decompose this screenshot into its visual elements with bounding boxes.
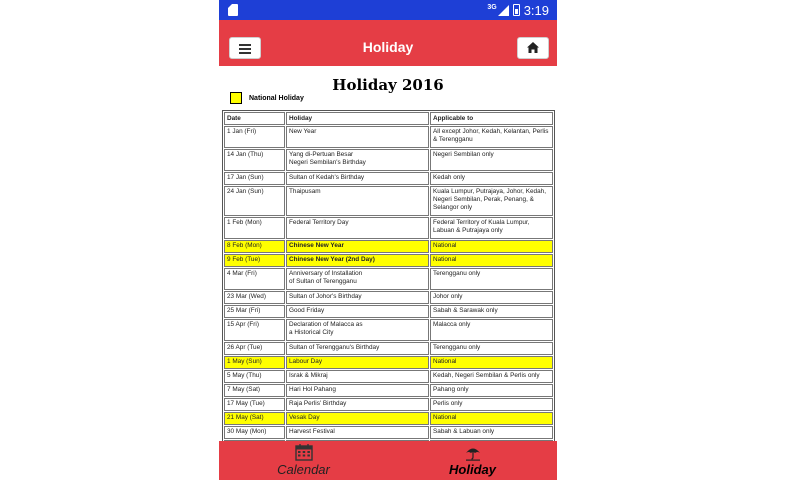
cell-applicable bbox=[430, 319, 553, 341]
cell-applicable bbox=[430, 254, 553, 267]
network-type: 3G bbox=[487, 3, 497, 11]
cell-applicable bbox=[430, 240, 553, 253]
table-row bbox=[224, 426, 553, 439]
cell-holiday bbox=[286, 126, 429, 148]
table-row bbox=[224, 172, 553, 185]
cell-applicable bbox=[430, 305, 553, 318]
cell-applicable bbox=[430, 172, 553, 185]
tab-holiday-label: Holiday bbox=[449, 462, 496, 477]
cell-date: 21 May (Sat) bbox=[224, 412, 285, 425]
table-row bbox=[224, 291, 553, 304]
header-date: Date bbox=[224, 112, 285, 125]
cell-holiday bbox=[286, 305, 429, 318]
cell-applicable bbox=[430, 356, 553, 369]
cell-date: 30 May (Mon) bbox=[224, 426, 285, 439]
cell-applicable-line: Pahang only bbox=[433, 386, 469, 393]
home-icon bbox=[518, 38, 548, 58]
cell-holiday-line: of Sultan of Terengganu bbox=[289, 278, 357, 285]
cell-holiday bbox=[286, 217, 429, 239]
table-header-row bbox=[224, 112, 553, 125]
cell-holiday-line: Federal Territory Day bbox=[289, 219, 349, 226]
national-holiday-swatch bbox=[230, 92, 242, 104]
table-row bbox=[224, 149, 553, 171]
legend-label: National Holiday bbox=[249, 95, 304, 102]
cell-date: 17 May (Tue) bbox=[224, 398, 285, 411]
cell-holiday bbox=[286, 384, 429, 397]
cell-applicable bbox=[430, 217, 553, 239]
cell-date: 4 Mar (Fri) bbox=[224, 268, 285, 290]
calendar-icon bbox=[295, 444, 313, 461]
cell-holiday bbox=[286, 186, 429, 216]
home-button[interactable] bbox=[517, 37, 549, 59]
holiday-table bbox=[222, 110, 555, 469]
cell-holiday bbox=[286, 240, 429, 253]
cell-holiday bbox=[286, 356, 429, 369]
cell-applicable-line: Kuala Lumpur, Putrajaya, Johor, Kedah, bbox=[433, 188, 546, 195]
cell-applicable bbox=[430, 412, 553, 425]
cell-applicable-line: National bbox=[433, 414, 457, 421]
cell-holiday bbox=[286, 172, 429, 185]
cell-holiday bbox=[286, 319, 429, 341]
cell-applicable-line: National bbox=[433, 242, 457, 249]
table-row bbox=[224, 356, 553, 369]
cell-date: 23 Mar (Wed) bbox=[224, 291, 285, 304]
table-row bbox=[224, 370, 553, 383]
cell-applicable bbox=[430, 398, 553, 411]
cell-applicable-line: Kedah, Negeri Sembilan & Perlis only bbox=[433, 372, 540, 379]
cell-holiday-line: Sultan of Terengganu's Birthday bbox=[289, 344, 380, 351]
cell-date: 26 Apr (Tue) bbox=[224, 342, 285, 355]
cell-applicable-line: Kedah only bbox=[433, 174, 465, 181]
cell-applicable-line: & Terengganu bbox=[433, 136, 473, 143]
cell-applicable-line: Selangor only bbox=[433, 204, 473, 211]
table-row bbox=[224, 126, 553, 148]
table-row bbox=[224, 186, 553, 216]
cell-date: 15 Apr (Fri) bbox=[224, 319, 285, 341]
cell-applicable-line: All except Johor, Kedah, Kelantan, Perlis bbox=[433, 128, 549, 135]
cell-holiday bbox=[286, 268, 429, 290]
cell-holiday bbox=[286, 342, 429, 355]
cell-applicable bbox=[430, 126, 553, 148]
header-holiday: Holiday bbox=[286, 112, 429, 125]
cell-applicable-line: Labuan & Putrajaya only bbox=[433, 227, 503, 234]
cell-holiday bbox=[286, 291, 429, 304]
table-row bbox=[224, 254, 553, 267]
cell-applicable bbox=[430, 384, 553, 397]
signal-icon bbox=[498, 5, 509, 16]
cell-applicable-line: Sabah & Sarawak only bbox=[433, 307, 498, 314]
table-row bbox=[224, 398, 553, 411]
table-row bbox=[224, 240, 553, 253]
cell-applicable-line: Negeri Sembilan, Perak, Penang, & bbox=[433, 196, 534, 203]
cell-applicable-line: Sabah & Labuan only bbox=[433, 428, 495, 435]
cell-holiday-line: Good Friday bbox=[289, 307, 325, 314]
cell-holiday-line: Vesak Day bbox=[289, 414, 320, 421]
cell-date: 1 Jan (Fri) bbox=[224, 126, 285, 148]
cell-applicable-line: Terengganu only bbox=[433, 270, 481, 277]
cell-holiday-line: Harvest Festival bbox=[289, 428, 335, 435]
cell-holiday-line: Chinese New Year (2nd Day) bbox=[289, 256, 375, 263]
cell-date: 8 Feb (Mon) bbox=[224, 240, 285, 253]
cell-holiday bbox=[286, 254, 429, 267]
cell-holiday bbox=[286, 426, 429, 439]
table-row bbox=[224, 412, 553, 425]
cell-holiday bbox=[286, 398, 429, 411]
cell-holiday-line: Thaipusam bbox=[289, 188, 321, 195]
cell-date: 1 Feb (Mon) bbox=[224, 217, 285, 239]
cell-holiday-line: Israk & Mikraj bbox=[289, 372, 328, 379]
cell-applicable bbox=[430, 149, 553, 171]
cell-date: 7 May (Sat) bbox=[224, 384, 285, 397]
battery-icon bbox=[513, 4, 520, 16]
cell-holiday-line: Declaration of Malacca as bbox=[289, 321, 363, 328]
table-row bbox=[224, 305, 553, 318]
cell-date: 25 Mar (Fri) bbox=[224, 305, 285, 318]
document-title: Holiday 2016 bbox=[332, 76, 444, 94]
cell-date: 1 May (Sun) bbox=[224, 356, 285, 369]
cell-holiday-line: Raja Perlis' Birthday bbox=[289, 400, 347, 407]
cell-applicable bbox=[430, 370, 553, 383]
bottom-navigation bbox=[219, 441, 557, 480]
cell-holiday-line: Sultan of Johor's Birthday bbox=[289, 293, 362, 300]
cell-applicable-line: National bbox=[433, 358, 457, 365]
cell-applicable-line: Malacca only bbox=[433, 321, 471, 328]
cell-holiday bbox=[286, 370, 429, 383]
cell-applicable-line: Negeri Sembilan only bbox=[433, 151, 494, 158]
cell-date: 24 Jan (Sun) bbox=[224, 186, 285, 216]
cell-applicable bbox=[430, 426, 553, 439]
umbrella-icon bbox=[464, 444, 482, 461]
cell-date: 5 May (Thu) bbox=[224, 370, 285, 383]
cell-holiday-line: Chinese New Year bbox=[289, 242, 344, 249]
cell-date: 17 Jan (Sun) bbox=[224, 172, 285, 185]
table-row bbox=[224, 384, 553, 397]
cell-applicable bbox=[430, 342, 553, 355]
cell-applicable-line: Perlis only bbox=[433, 400, 463, 407]
cell-applicable-line: Federal Territory of Kuala Lumpur, bbox=[433, 219, 530, 226]
cell-holiday bbox=[286, 412, 429, 425]
cell-holiday-line: Sultan of Kedah's Birthday bbox=[289, 174, 365, 181]
table-row bbox=[224, 217, 553, 239]
status-bar bbox=[219, 0, 557, 20]
tab-calendar-label: Calendar bbox=[277, 462, 330, 477]
cell-applicable-line: Johor only bbox=[433, 293, 463, 300]
cell-applicable-line: Terengganu only bbox=[433, 344, 481, 351]
tab-holiday[interactable] bbox=[388, 441, 557, 480]
table-row bbox=[224, 268, 553, 290]
cell-holiday-line: Hari Hol Pahang bbox=[289, 386, 336, 393]
app-bar bbox=[219, 20, 557, 66]
cell-holiday-line: Labour Day bbox=[289, 358, 323, 365]
cell-applicable bbox=[430, 186, 553, 216]
cell-applicable-line: National bbox=[433, 256, 457, 263]
cell-holiday-line: a Historical City bbox=[289, 329, 334, 336]
cell-applicable bbox=[430, 268, 553, 290]
cell-date: 14 Jan (Thu) bbox=[224, 149, 285, 171]
tab-calendar[interactable] bbox=[219, 441, 388, 480]
header-applicable: Applicable to bbox=[430, 112, 553, 125]
page-title: Holiday bbox=[362, 39, 414, 55]
phone-screen bbox=[219, 0, 557, 480]
cell-holiday bbox=[286, 149, 429, 171]
cell-holiday-line: Yang di-Pertuan Besar bbox=[289, 151, 354, 158]
status-time: 3:19 bbox=[523, 2, 549, 18]
sd-card-icon bbox=[228, 4, 238, 16]
cell-holiday-line: Anniversary of Installation bbox=[289, 270, 363, 277]
table-row bbox=[224, 342, 553, 355]
cell-holiday-line: New Year bbox=[289, 128, 317, 135]
cell-applicable bbox=[430, 291, 553, 304]
table-row bbox=[224, 319, 553, 341]
cell-holiday-line: Negeri Sembilan's Birthday bbox=[289, 159, 366, 166]
holiday-document[interactable] bbox=[219, 66, 557, 441]
cell-date: 9 Feb (Tue) bbox=[224, 254, 285, 267]
